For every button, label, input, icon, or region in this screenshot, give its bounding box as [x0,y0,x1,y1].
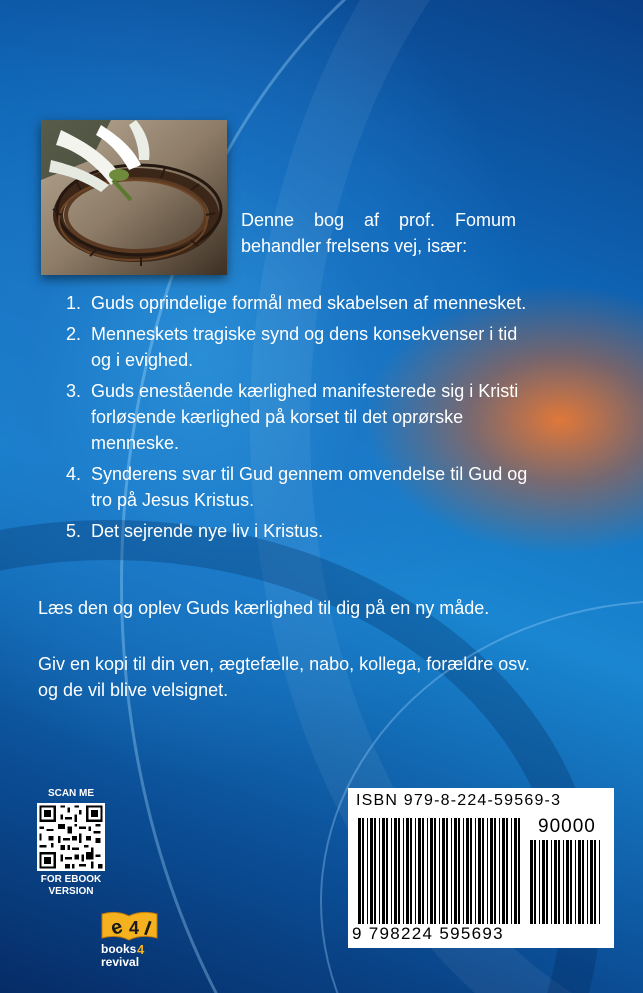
crown-of-thorns-photo [41,120,227,275]
list-item [58,378,528,456]
item-number: 5. [66,521,82,541]
qr-code-icon [37,803,105,871]
item-number: 3. [66,381,82,401]
isbn-text: ISBN 979-8-224-59569-3 [356,792,562,809]
price-code: 90000 [538,816,596,837]
item-text: Det sejrende nye liv i Kristus. [91,521,324,541]
item-text: Synderens svar til Gud gennem omvendelse til Gud og tro på Jesus Kristus. [91,464,528,510]
svg-text:e: e [107,915,126,940]
books4revival-logo-icon [99,908,161,970]
ean-digits: 9 798224 595693 [352,924,504,943]
logo-digit: 4 [137,942,145,957]
books4revival-logo [99,908,161,970]
closing-paragraph-1: Læs den og oplev Guds kærlighed til dig på en ny måde. [38,598,490,618]
qr-bottom-label-1: FOR EBOOK [40,874,102,885]
item-number: 4. [66,464,82,484]
svg-text:l: l [141,917,154,941]
item-number: 2. [66,324,82,344]
item-text: Guds oprindelige formål med skabelsen af mennesket. [91,293,527,313]
isbn-barcode [348,788,614,948]
item-number: 1. [66,293,82,313]
logo-line2: revival [101,955,140,969]
logo-line1: books [101,942,137,956]
item-text: Menneskets tragiske synd og dens konsekvenser i tid og i evighed. [91,324,518,370]
closing-paragraph-2: Giv en kopi til din ven, ægtefælle, nabo, kollega, forældre osv. og de vil blive velsignet. [38,654,530,700]
qr-code-block[interactable] [33,788,109,898]
points-list [58,290,528,549]
list-item [58,461,528,513]
list-item [58,290,528,316]
list-item [58,518,528,544]
list-item [58,321,528,373]
qr-top-label: SCAN ME [47,788,95,799]
intro-text: Denne bog af prof. Fomum behandler frelsens vej, især: [241,210,516,256]
qr-bottom-label-2: VERSION [48,886,94,897]
svg-text:4: 4 [129,918,140,938]
item-text: Guds enestående kærlighed manifesterede sig i Kristi forløsende kærlighed på korset til det oprørske menneske. [91,381,519,453]
crown-of-thorns-image [41,120,227,275]
qr-code[interactable] [37,803,105,871]
